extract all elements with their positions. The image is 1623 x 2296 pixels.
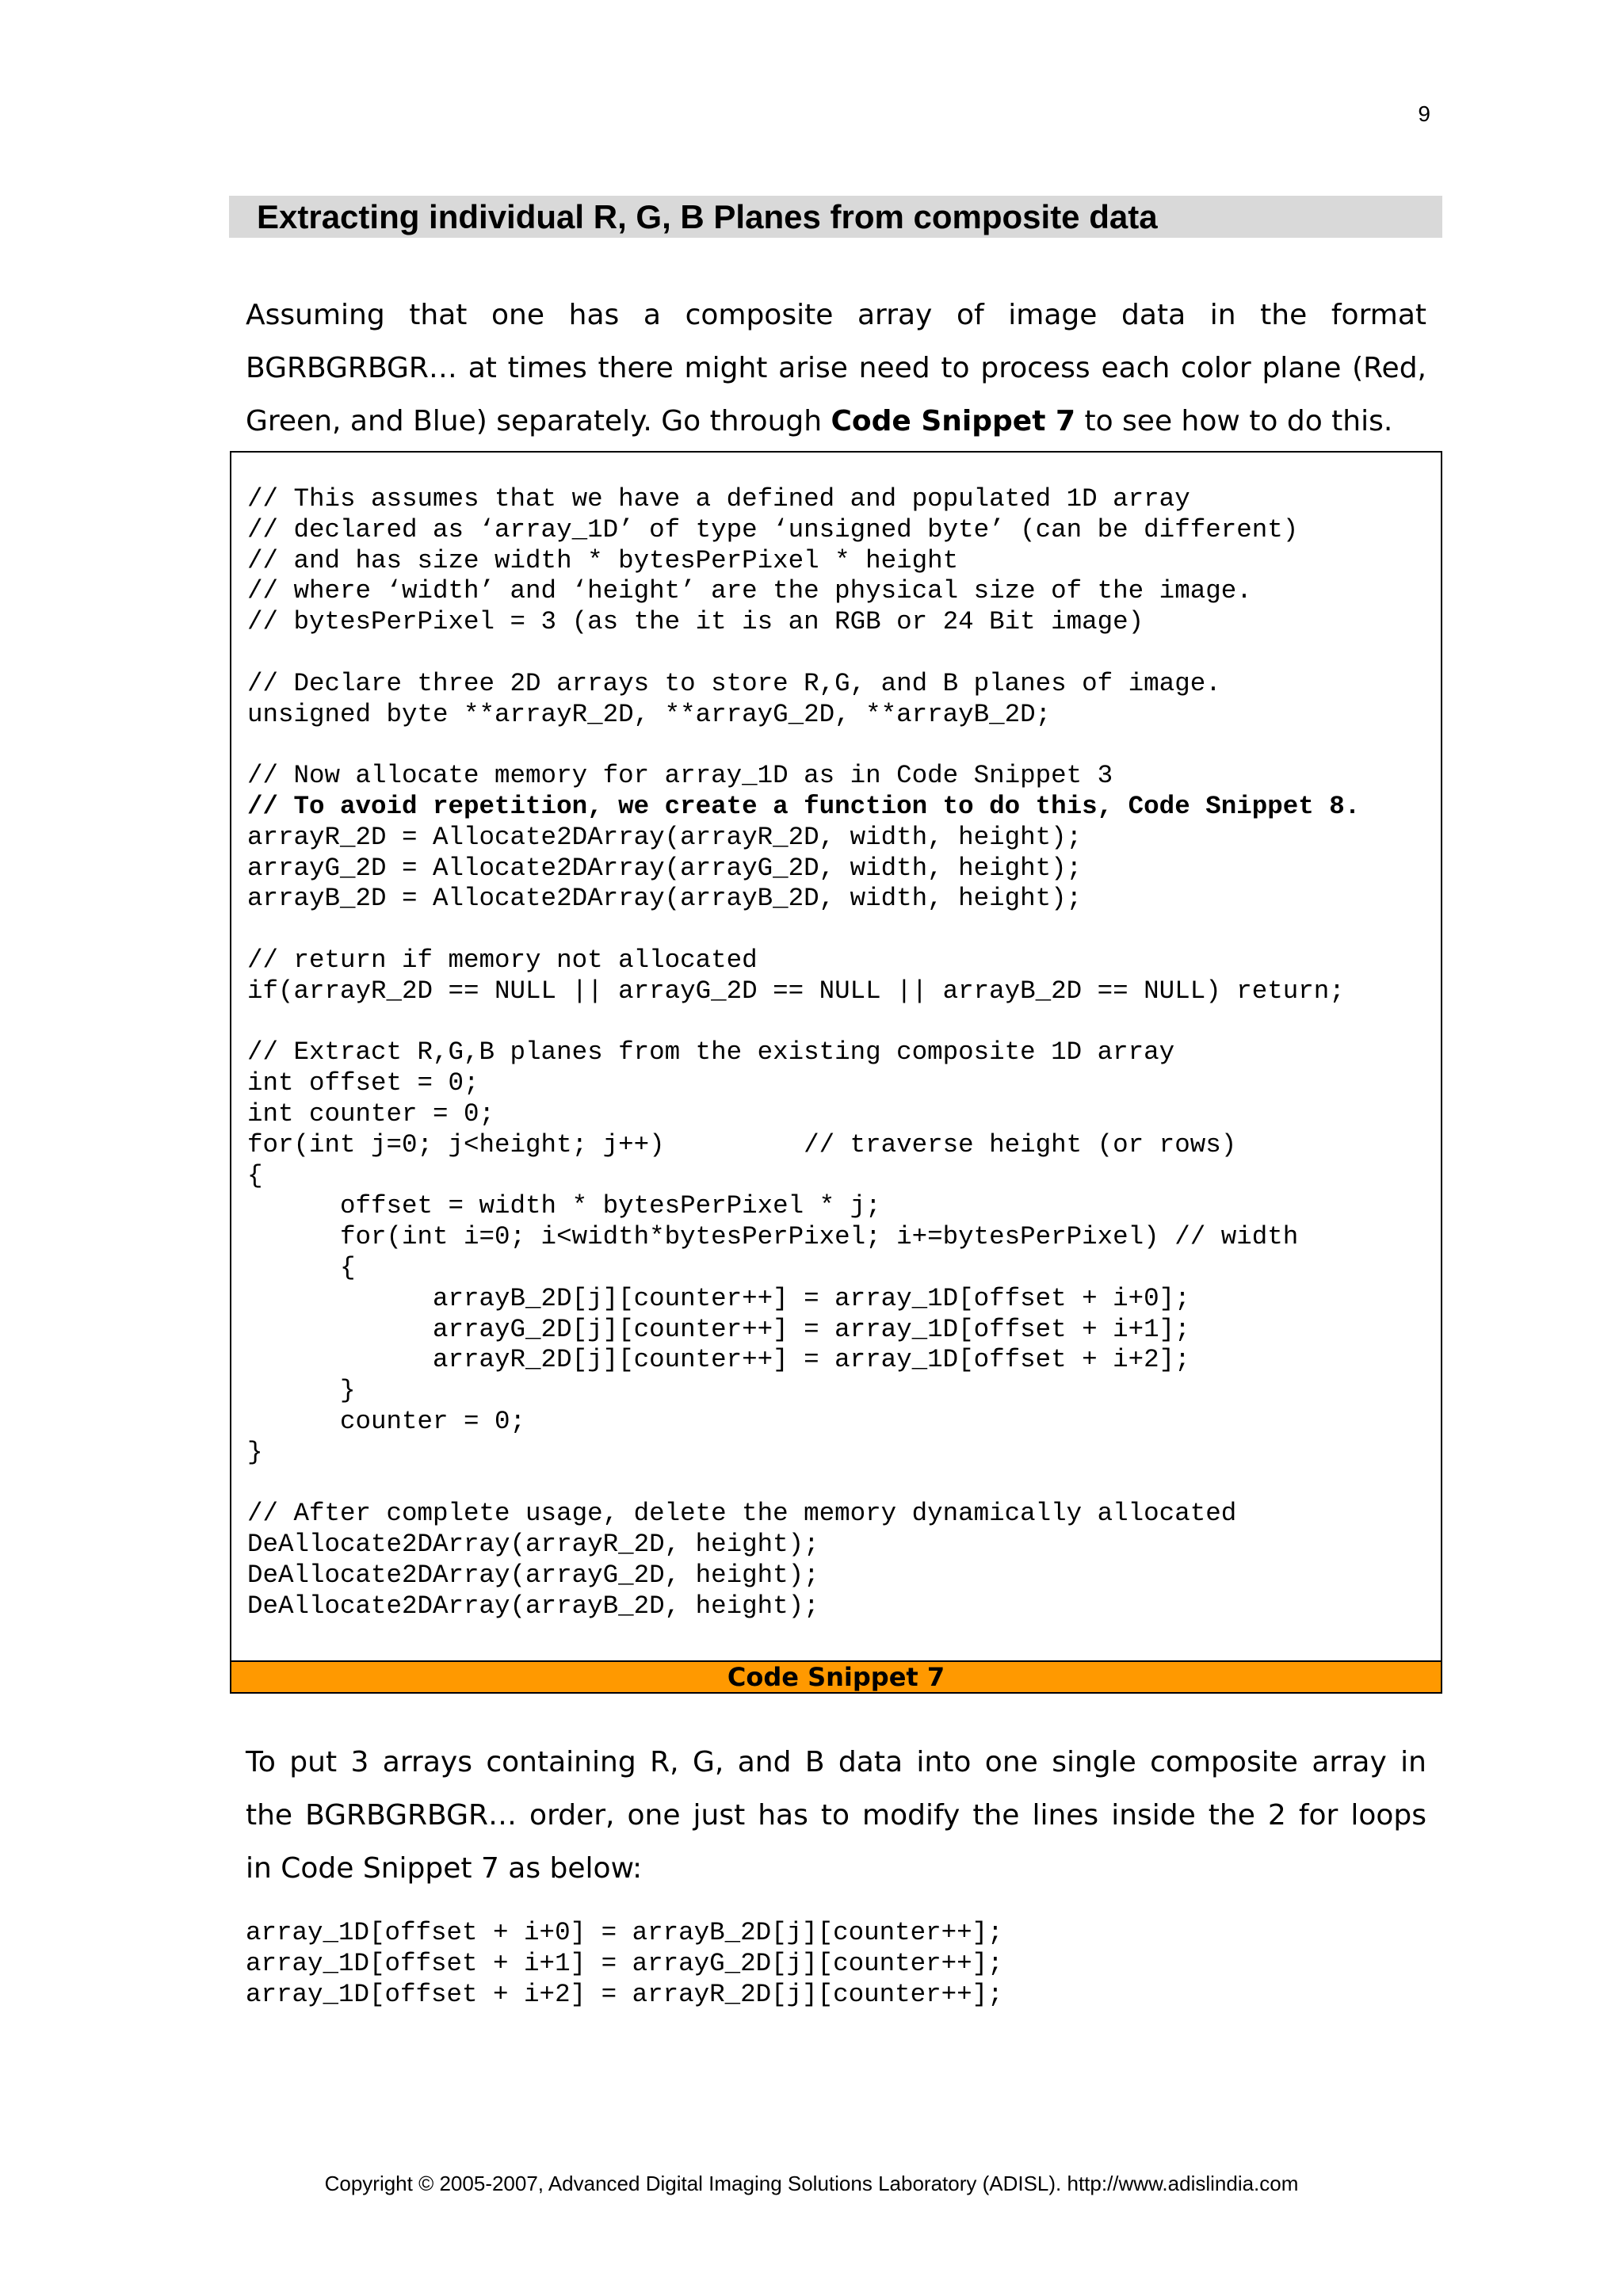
code-line: // Declare three 2D arrays to store R,G, and B planes of image. xyxy=(247,668,1221,698)
section-heading: Extracting individual R, G, B Planes from composite data xyxy=(229,196,1442,238)
code-line: for(int i=0; i<width*bytesPerPixel; i+=bytesPerPixel) // width xyxy=(247,1222,1299,1252)
intro-line-3-post: to see how to do this. xyxy=(1075,405,1393,437)
code-snippet-7-box xyxy=(230,451,1442,1694)
code-line: if(arrayR_2D == NULL || arrayG_2D == NULL || arrayB_2D == NULL) return; xyxy=(247,976,1345,1006)
intro-paragraph xyxy=(246,288,1426,448)
code-line: { xyxy=(247,1160,263,1190)
code-line: // declared as ‘array_1D’ of type ‘unsigned byte’ (can be different) xyxy=(247,514,1299,544)
code-line: counter = 0; xyxy=(247,1406,526,1436)
modified-code-line: array_1D[offset + i+0] = arrayB_2D[j][counter++]; xyxy=(246,1918,1003,1947)
code-line: arrayB_2D[j][counter++] = array_1D[offset + i+0]; xyxy=(247,1283,1190,1313)
copyright-footer: Copyright © 2005-2007, Advanced Digital Imaging Solutions Laboratory (ADISL). http://www.adislindia.com xyxy=(324,2172,1299,2195)
code-line: arrayG_2D[j][counter++] = array_1D[offset + i+1]; xyxy=(247,1314,1190,1344)
intro-line-1: Assuming that one has a composite array of image data in the format xyxy=(246,299,1426,331)
modified-code-line: array_1D[offset + i+1] = arrayG_2D[j][counter++]; xyxy=(246,1948,1003,1978)
intro-line-3-pre: Green, and Blue) separately. Go through xyxy=(246,405,831,437)
outro-line-3: in Code Snippet 7 as below: xyxy=(246,1852,643,1885)
code-line: arrayR_2D = Allocate2DArray(arrayR_2D, width, height); xyxy=(247,822,1083,852)
code-line: DeAllocate2DArray(arrayB_2D, height); xyxy=(247,1591,819,1621)
code-line: DeAllocate2DArray(arrayR_2D, height); xyxy=(247,1530,819,1560)
code-line: arrayG_2D = Allocate2DArray(arrayG_2D, width, height); xyxy=(247,853,1083,883)
modified-code-line: array_1D[offset + i+2] = arrayR_2D[j][counter++]; xyxy=(246,1979,1003,2009)
code-line: } xyxy=(247,1437,263,1467)
code-line: DeAllocate2DArray(arrayG_2D, height); xyxy=(247,1560,819,1590)
code-line xyxy=(247,638,1360,669)
code-line: // Now allocate memory for array_1D as in Code Snippet 3 xyxy=(247,761,1113,791)
code-line: // and has size width * bytesPerPixel * height xyxy=(247,545,959,575)
code-line: int counter = 0; xyxy=(247,1098,495,1129)
code-line xyxy=(247,1007,1360,1038)
code-line: arrayR_2D[j][counter++] = array_1D[offset + i+2]; xyxy=(247,1345,1190,1375)
outro-paragraph xyxy=(246,1736,1426,1895)
code-line: } xyxy=(247,1376,356,1406)
code-line: // To avoid repetition, we create a function to do this, Code Snippet 8. xyxy=(247,791,1361,821)
code-line: int offset = 0; xyxy=(247,1068,479,1098)
code-line: // return if memory not allocated xyxy=(247,945,758,975)
code-line: unsigned byte **arrayR_2D, **arrayG_2D, **arrayB_2D; xyxy=(247,699,1052,729)
intro-line-2: BGRBGRBGR… at times there might arise need to process each color plane (Red, xyxy=(246,352,1426,384)
code-line xyxy=(247,915,1360,946)
code-line: // After complete usage, delete the memory dynamically allocated xyxy=(247,1499,1237,1529)
code-line: // bytesPerPixel = 3 (as the it is an RGB or 24 Bit image) xyxy=(247,607,1144,637)
code-line xyxy=(247,1469,1360,1499)
code-line: offset = width * bytesPerPixel * j; xyxy=(247,1191,881,1221)
code-line: // Extract R,G,B planes from the existing composite 1D array xyxy=(247,1037,1175,1068)
code-snippet-7-reference: Code Snippet 7 xyxy=(831,405,1076,437)
outro-line-1: To put 3 arrays containing R, G, and B data into one single composite array in xyxy=(246,1746,1426,1778)
modified-loop-code xyxy=(246,1918,1003,2010)
page-number: 9 xyxy=(1418,101,1430,126)
code-line: for(int j=0; j<height; j++) // traverse height (or rows) xyxy=(247,1129,1237,1159)
code-snippet-caption: Code Snippet 7 xyxy=(230,1660,1442,1694)
code-line xyxy=(247,730,1360,761)
intro-line-3 xyxy=(246,395,1426,448)
code-line: // This assumes that we have a defined and populated 1D array xyxy=(247,484,1190,514)
code-snippet-7-body xyxy=(247,484,1360,1622)
outro-line-2: the BGRBGRBGR… order, one just has to modify the lines inside the 2 for loops xyxy=(246,1799,1426,1832)
code-line: // where ‘width’ and ‘height’ are the physical size of the image. xyxy=(247,576,1252,606)
code-line: arrayB_2D = Allocate2DArray(arrayB_2D, width, height); xyxy=(247,884,1083,914)
code-line: { xyxy=(247,1252,356,1282)
